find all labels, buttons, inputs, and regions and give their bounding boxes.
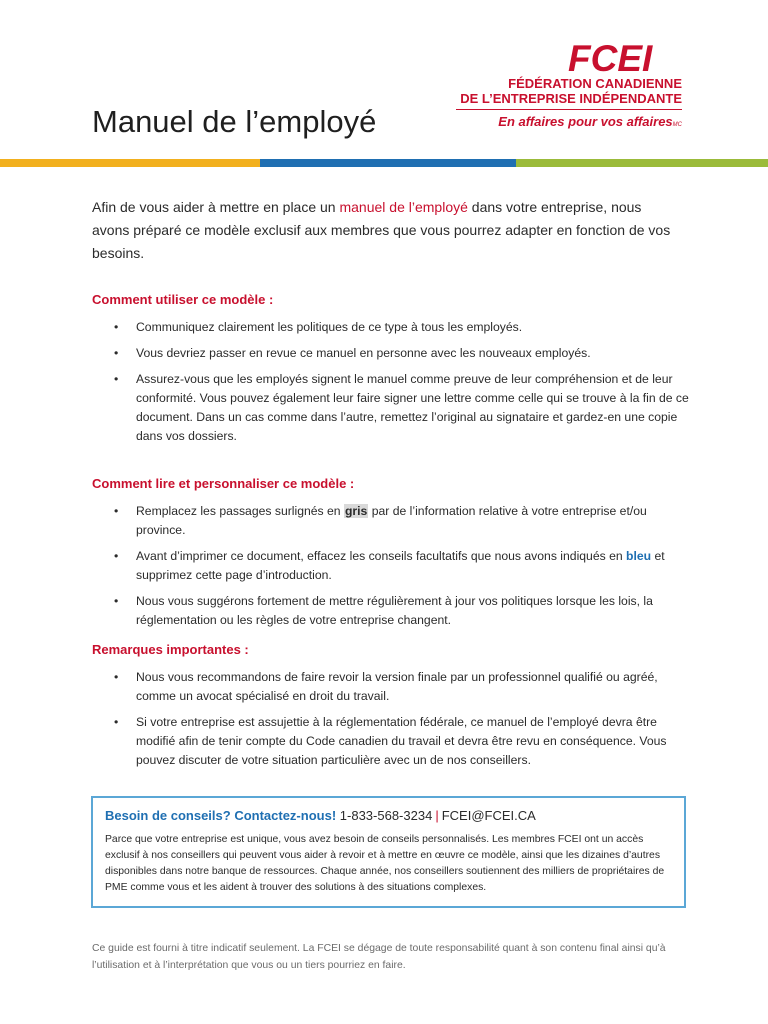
contact-box-body: Parce que votre entreprise est unique, vous avez besoin de conseils personnalisés. Les membres FCEI ont un accès exclusif à nos conseillers qui peuvent vous aider à revoir et à mettre en œuvre ce modèle, ainsi que les dizaines d’autres disponibles dans notre banque de ressources. Chaque année, nos conseillers soutiennent des milliers de propriétaires de PME comme vous et les aident à trouver des solutions à des situations complexes.	[105, 834, 665, 893]
list-item: • Nous vous suggérons fortement de mettre régulièrement à jour vos politiques lorsque les lois, la réglementation ou les règles de votre entreprise changent.	[114, 594, 653, 627]
list-item: • Avant d’imprimer ce document, effacez les conseils facultatifs que nous avons indiqués en bleu et supprimez cette page d’introduction.	[114, 549, 665, 582]
intro-highlight: manuel de l’employé	[339, 199, 468, 215]
logo-line-1: FÉDÉRATION CANADIENNE	[508, 76, 682, 91]
color-band-yellow	[0, 159, 260, 167]
intro-paragraph: Afin de vous aider à mettre en place un manuel de l’employé dans votre entreprise, nous avons préparé ce modèle exclusif aux membres que vous pourrez adapter en fonction de vos besoins.	[92, 199, 671, 261]
contact-box	[91, 796, 686, 908]
page-title: Manuel de l’employé	[92, 104, 377, 139]
read-list	[92, 502, 692, 637]
blue-word: bleu	[626, 549, 652, 563]
section-heading-notes: Remarques importantes :	[92, 642, 249, 657]
use-list	[92, 318, 692, 453]
contact-phone[interactable]: 1-833-568-3234	[339, 808, 433, 823]
logo-line-2: DE L’ENTREPRISE INDÉPENDANTE	[460, 91, 682, 106]
section-heading-read: Comment lire et personnaliser ce modèle :	[92, 476, 355, 491]
section-heading-use: Comment utiliser ce modèle :	[92, 292, 274, 307]
list-item: • Si votre entreprise est assujettie à la réglementation fédérale, ce manuel de l’employé devra être modifié afin de tenir compte du Code canadien du travail et devra être revu en conséquence. Vous pouvez discuter de votre situation particulière avec un de nos conseillers.	[114, 715, 667, 767]
logo-tagline: En affaires pour vos affairesMC	[498, 114, 682, 129]
logo-rule	[456, 109, 682, 110]
list-item: • Vous devriez passer en revue ce manuel en personne avec les nouveaux employés.	[114, 346, 591, 360]
gray-highlight-word: gris	[344, 504, 368, 518]
contact-box-heading: Besoin de conseils? Contactez-nous! 1-833-568-3234 | FCEI@FCEI.CA	[105, 808, 536, 823]
contact-email[interactable]: FCEI@FCEI.CA	[441, 808, 536, 823]
list-item: • Assurez-vous que les employés signent le manuel comme preuve de leur compréhension et de leur conformité. Vous pouvez également leur faire signer une lettre comme celle qui se trouve à la fin de ce document. Dans un cas comme dans l’autre, remettez l’original au signataire et gardez-en une copie dans vos dossiers.	[114, 372, 689, 443]
list-item: • Nous vous recommandons de faire revoir la version finale par un professionnel qualifié ou agréé, comme un avocat spécialisé en droit du travail.	[114, 670, 658, 703]
disclaimer: Ce guide est fourni à titre indicatif seulement. La FCEI se dégage de toute responsabilité quant à son contenu final ainsi qu’à l’utilisation et à l’interprétation que vous ou un tiers pourriez en faire.	[92, 943, 666, 971]
contact-heading-text: Besoin de conseils? Contactez-nous!	[105, 808, 337, 823]
fcei-logo	[456, 40, 682, 129]
notes-list	[92, 668, 692, 777]
color-band-green	[516, 159, 768, 167]
color-band	[0, 159, 768, 167]
color-band-blue	[260, 159, 516, 167]
fcei-logo-mark	[568, 40, 680, 76]
list-item: • Communiquez clairement les politiques de ce type à tous les employés.	[114, 320, 523, 334]
logo-wordmark: FCEI	[568, 40, 653, 76]
list-item: • Remplacez les passages surlignés en gris par de l’information relative à votre entreprise et/ou province.	[114, 504, 647, 537]
